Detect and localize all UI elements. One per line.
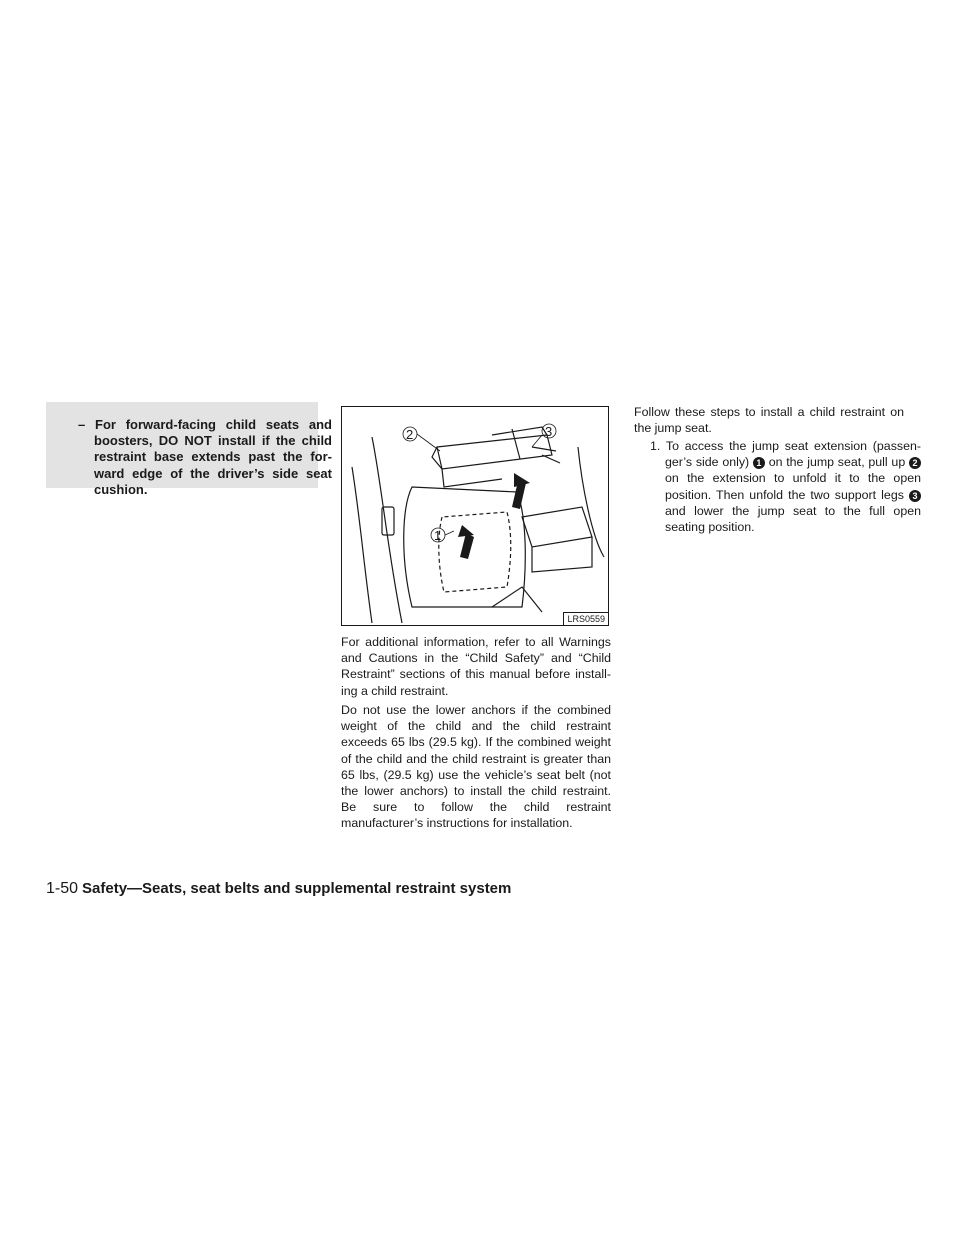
warning-text: – For forward-facing child seats and boosters, DO NOT install if the child restraint base extends past the for- ward edge of the driver’s side seat cushion. (78, 417, 332, 497)
jump-seat-drawing (342, 407, 608, 625)
callout-1-badge: 1 (753, 457, 765, 469)
seat-illustration (341, 406, 609, 626)
page-footer (46, 880, 511, 898)
steps-intro: Follow these steps to install a child restraint on the jump seat. (634, 405, 904, 436)
section-title: Safety—Seats, seat belts and supplemental restraint system (82, 880, 512, 897)
additional-info-paragraph: For additional information, refer to all Warnings and Cautions in the “Child Safety” and “Child Restraint” sections of this manual before install- ing a child restraint. (341, 635, 611, 698)
step-1-text-d: and lower the jump seat to the full open seating position. (665, 503, 921, 535)
callout-3-badge: 3 (909, 490, 921, 502)
step-1-text-b: on the jump seat, pull up (768, 455, 906, 470)
step-1-text-c: on the extension to unfold it to the open position. Then unfold the two support legs (665, 471, 921, 502)
callout-1: 1 (434, 528, 442, 543)
page-number: 1-50 (46, 880, 79, 897)
callout-2-badge: 2 (909, 457, 921, 469)
lower-anchors-paragraph: Do not use the lower anchors if the combined weight of the child and the child restraint exceeds 65 lbs (29.5 kg). If the combined weight of the child and the child restraint is greater than 65 lbs, (29.5 kg) use the vehicle’s seat belt (not the lower anchors) to install the child restraint. Be sure to follow the child restraint manufacturer’s instructions for installation. (341, 703, 611, 831)
callout-3: 3 (545, 424, 553, 439)
step-1 (650, 438, 921, 535)
figure-code: LRS0559 (563, 612, 608, 625)
callout-2: 2 (406, 427, 414, 442)
step-1-text-a: 1. To access the jump seat extension (passen- ger’s side only) (650, 439, 921, 470)
